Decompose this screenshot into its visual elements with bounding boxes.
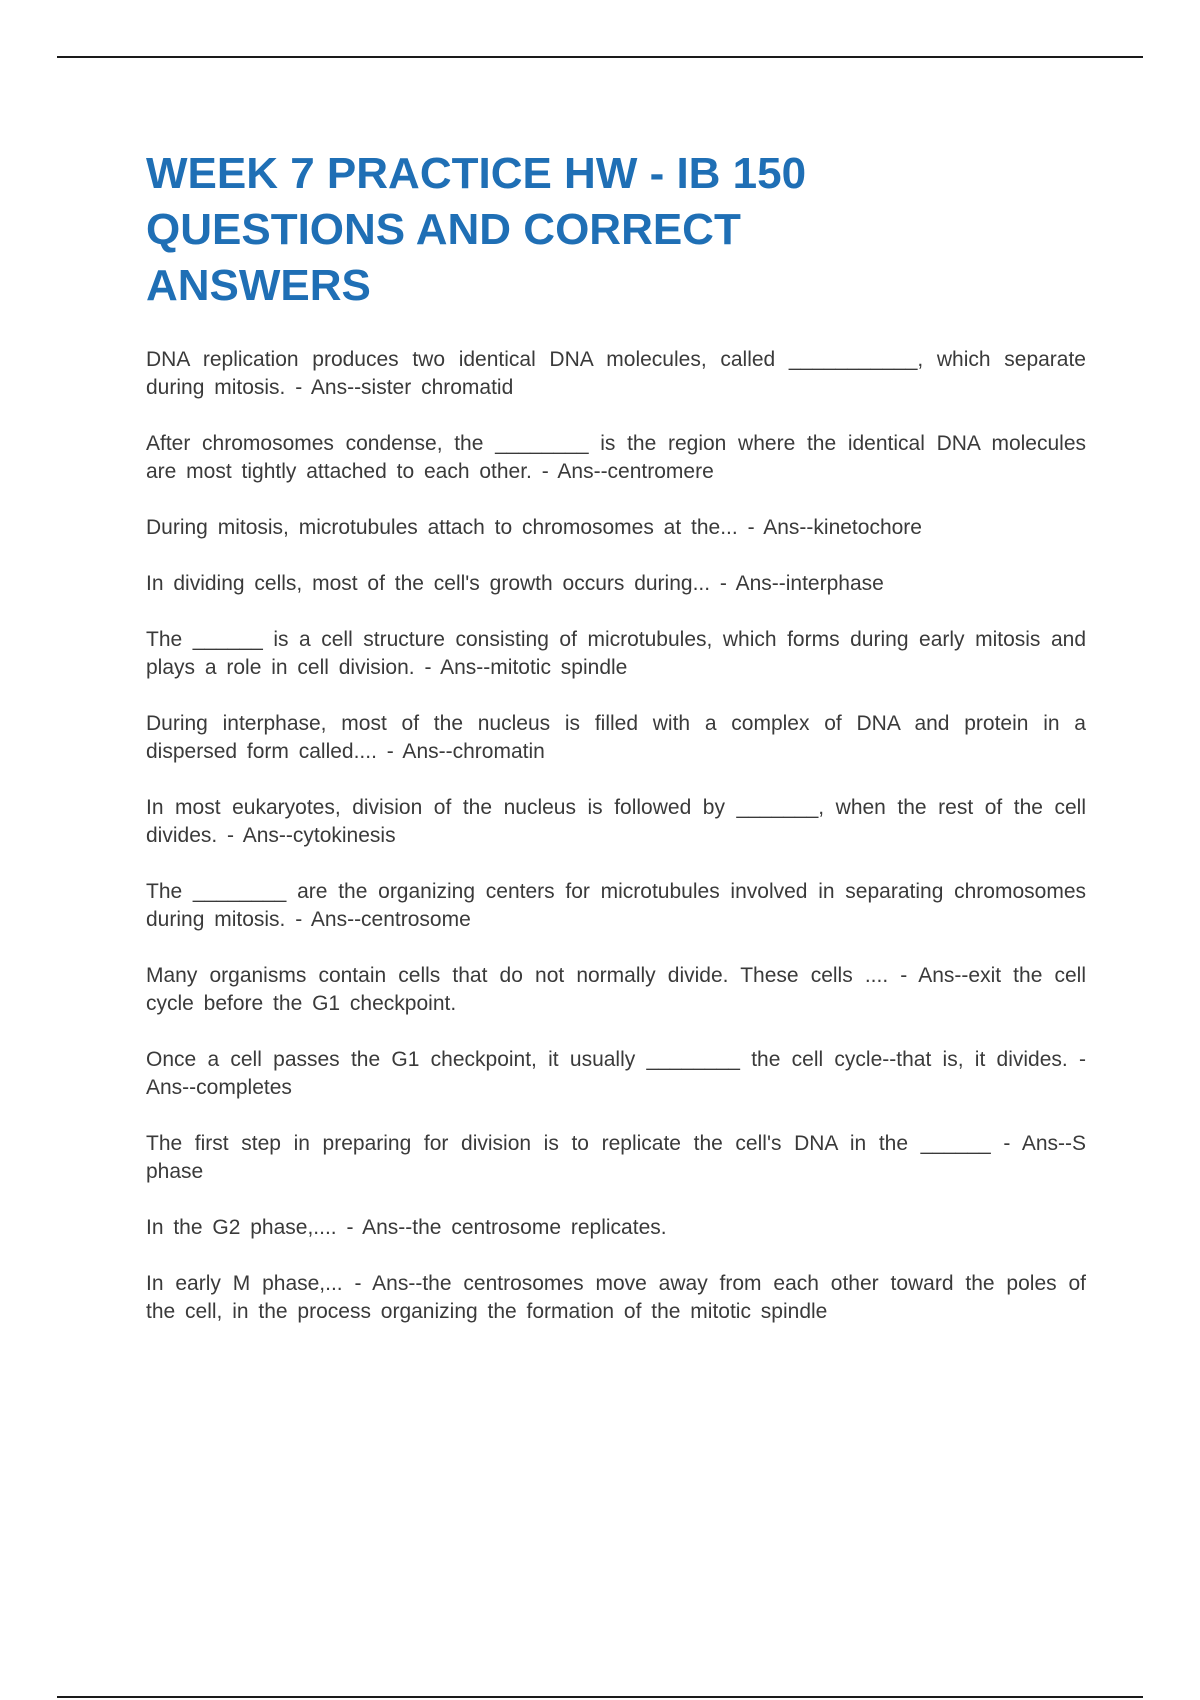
qa-item: Many organisms contain cells that do not normally divide. These cells .... - Ans--exit the cell cycle before the G1 checkpoint. xyxy=(146,964,1086,1015)
qa-item: In most eukaryotes, division of the nucleus is followed by _______, when the rest of the cell divides. - Ans--cytokinesis xyxy=(146,796,1086,847)
document-body xyxy=(146,146,1086,1354)
qa-item: The first step in preparing for division is to replicate the cell's DNA in the ______ - Ans--S phase xyxy=(146,1132,1086,1183)
qa-item: After chromosomes condense, the ________ is the region where the identical DNA molecules are most tightly attached to each other. - Ans--centromere xyxy=(146,432,1086,483)
qa-item: During mitosis, microtubules attach to chromosomes at the... - Ans--kinetochore xyxy=(146,516,922,539)
qa-item: DNA replication produces two identical DNA molecules, called ___________, which separate during mitosis. - Ans--sister chromatid xyxy=(146,348,1086,399)
qa-item: During interphase, most of the nucleus is filled with a complex of DNA and protein in a dispersed form called.... - Ans--chromatin xyxy=(146,712,1086,763)
qa-item: Once a cell passes the G1 checkpoint, it usually ________ the cell cycle--that is, it divides. - Ans--completes xyxy=(146,1048,1086,1099)
bottom-rule xyxy=(57,1696,1143,1698)
qa-item: The ______ is a cell structure consisting of microtubules, which forms during early mitosis and plays a role in cell division. - Ans--mitotic spindle xyxy=(146,628,1086,679)
qa-item: The ________ are the organizing centers for microtubules involved in separating chromosomes during mitosis. - Ans--centrosome xyxy=(146,880,1086,931)
qa-item: In the G2 phase,.... - Ans--the centrosome replicates. xyxy=(146,1216,667,1239)
top-rule xyxy=(57,56,1143,58)
qa-list xyxy=(146,346,1086,1326)
qa-item: In dividing cells, most of the cell's growth occurs during... - Ans--interphase xyxy=(146,572,884,595)
document-title: WEEK 7 PRACTICE HW - IB 150 QUESTIONS AND CORRECT ANSWERS xyxy=(146,149,807,310)
qa-item: In early M phase,... - Ans--the centrosomes move away from each other toward the poles of the cell, in the process organizing the formation of the mitotic spindle xyxy=(146,1272,1086,1323)
